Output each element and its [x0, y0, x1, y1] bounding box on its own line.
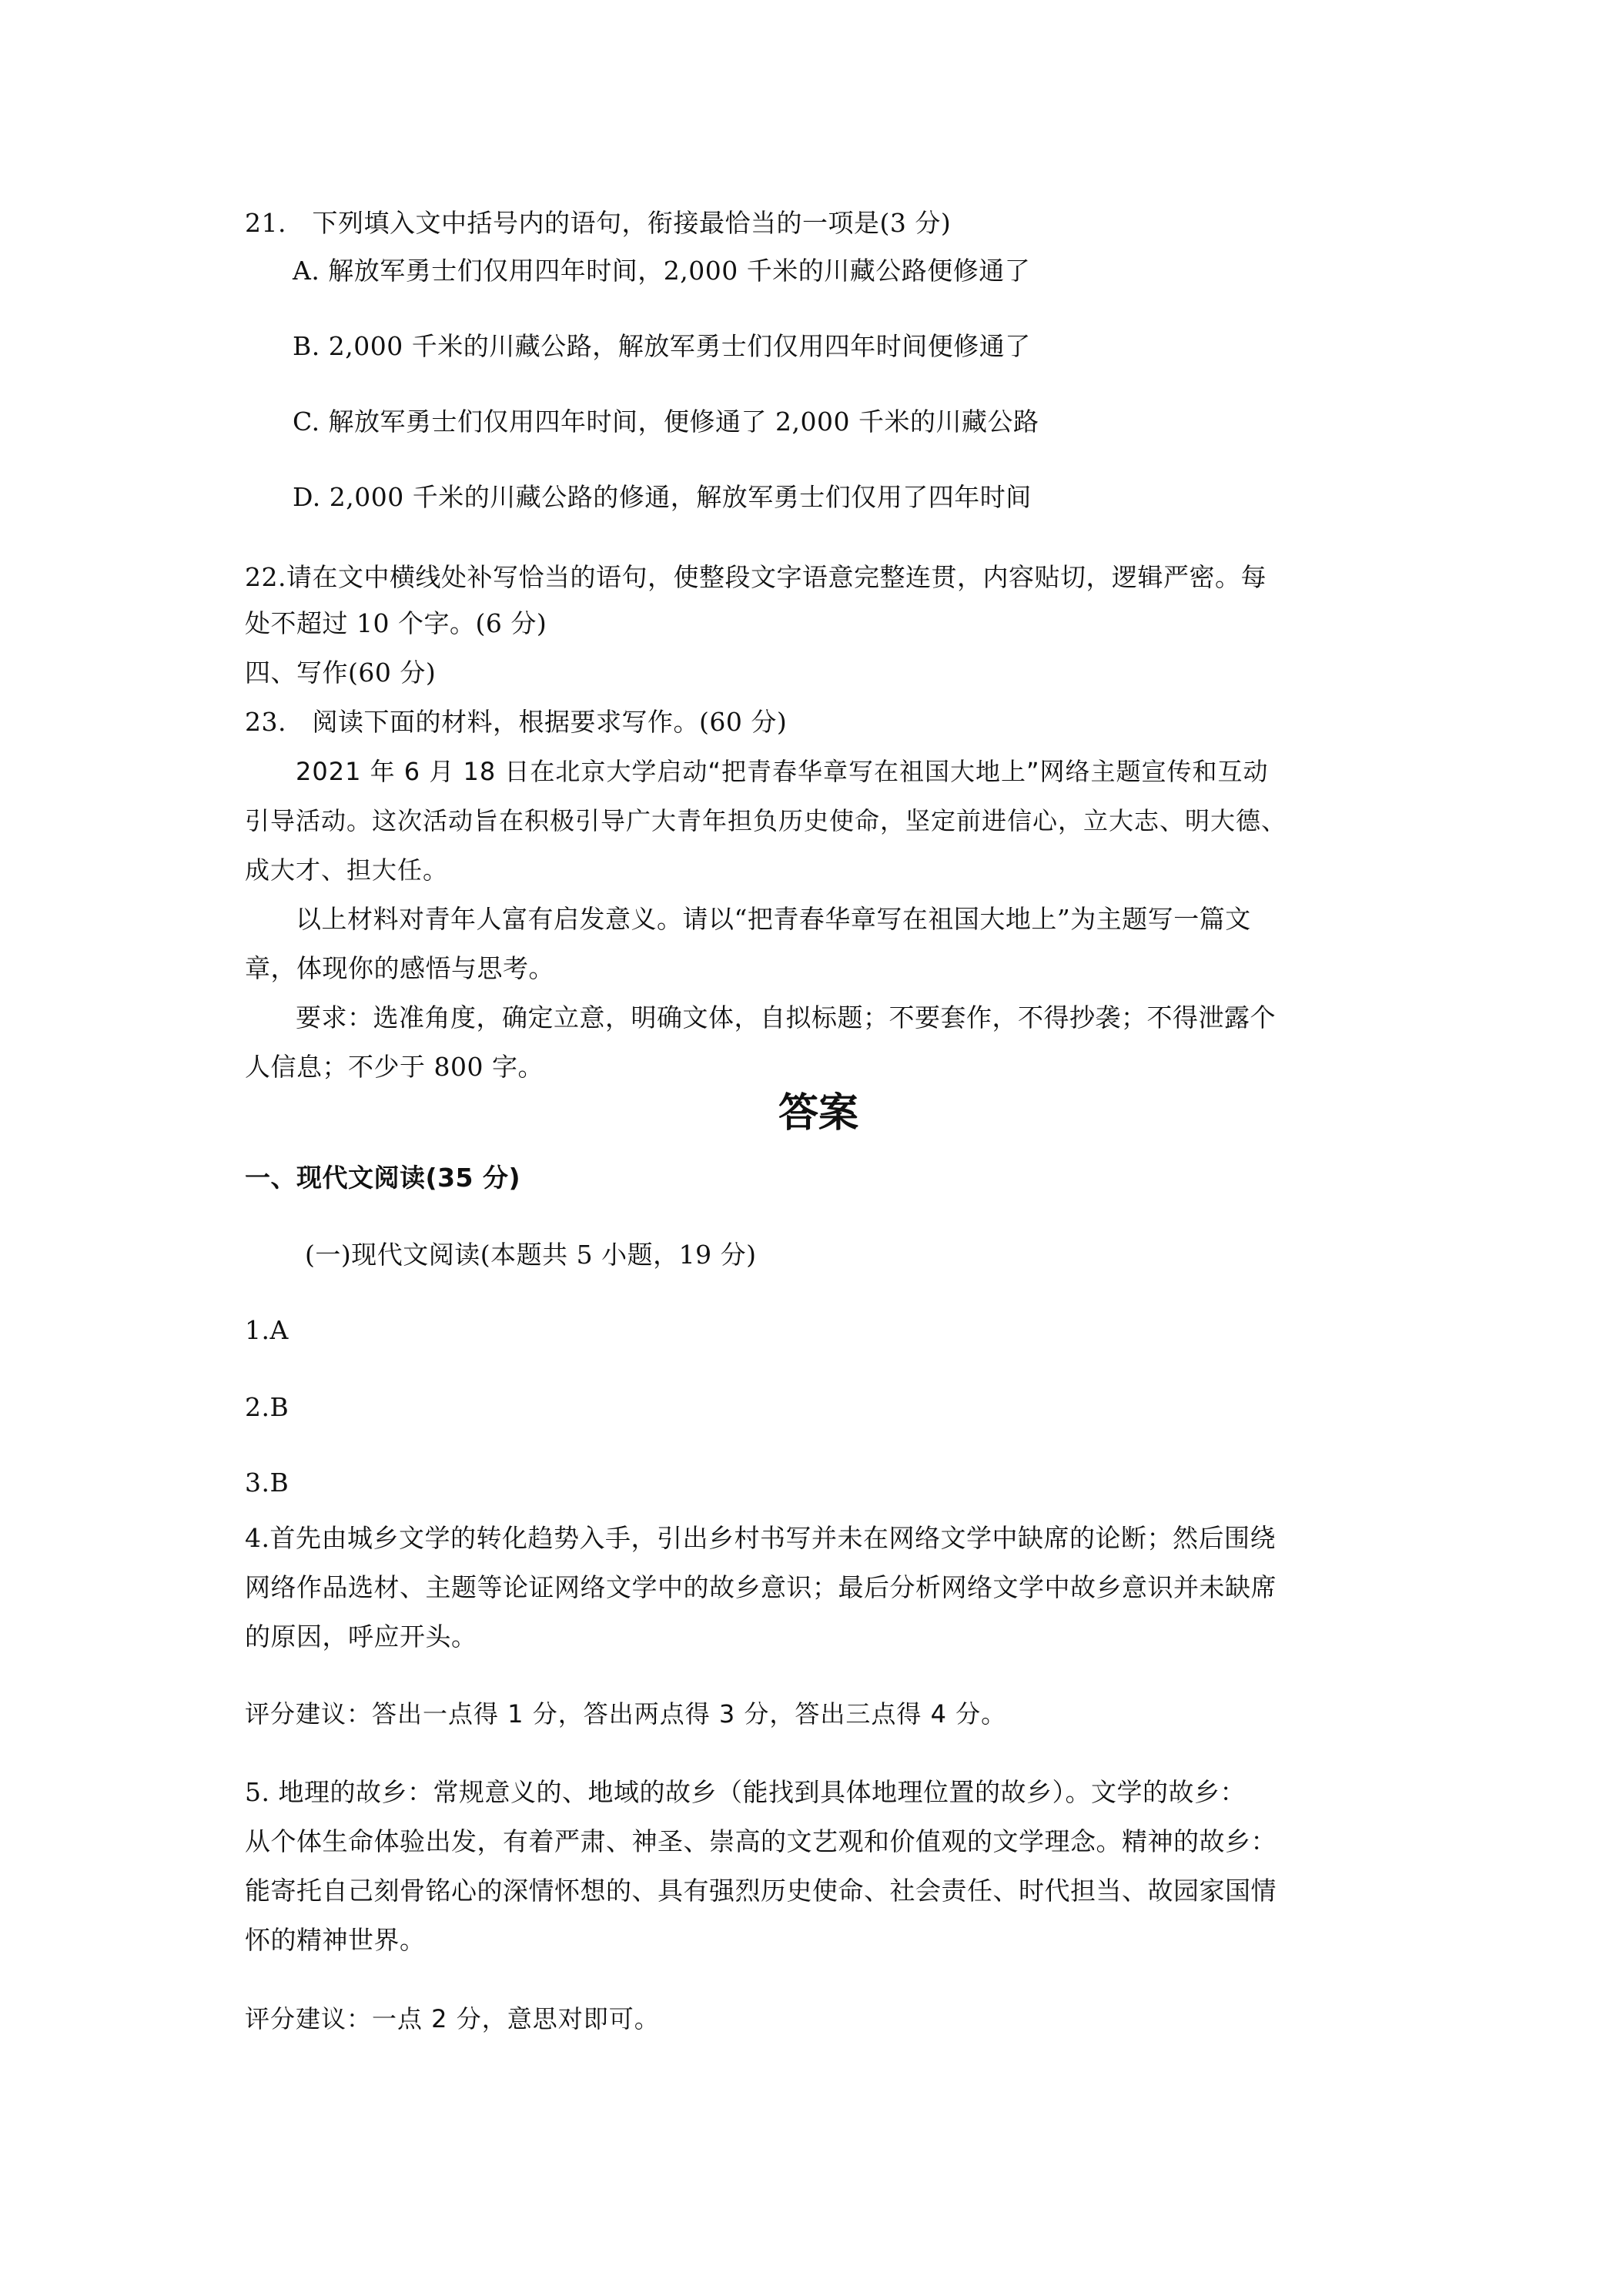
answer-4-line-3: 的原因，呼应开头。 — [245, 1622, 477, 1652]
answer-5-line-1: 5. 地理的故乡：常规意义的、地域的故乡（能找到具体地理位置的故乡）。文学的故乡： — [245, 1777, 1246, 1807]
q21-option-d: D. 2,000 千米的川藏公路的修通，解放军勇士们仅用了四年时间 — [293, 482, 1032, 512]
q23-stem: 23. 阅读下面的材料，根据要求写作。(60 分) — [245, 707, 788, 737]
answer-5-line-3: 能寄托自己刻骨铭心的深情怀想的、具有强烈历史使命、社会责任、时代担当、故园家国情 — [245, 1876, 1277, 1906]
document-page — [245, 0, 1392, 2296]
material-line-1: 2021 年 6 月 18 日在北京大学启动“把青春华章写在祖国大地上”网络主题宣传和互动 — [296, 757, 1269, 786]
q21-option-c: C. 解放军勇士们仅用四年时间，便修通了 2,000 千米的川藏公路 — [293, 407, 1039, 437]
q21-option-b: B. 2,000 千米的川藏公路，解放军勇士们仅用四年时间便修通了 — [293, 331, 1031, 361]
writing-section-heading: 四、写作(60 分) — [245, 658, 437, 688]
material-line-3: 成大才、担大任。 — [245, 855, 449, 885]
answer-5-scoring: 评分建议：一点 2 分，意思对即可。 — [245, 2004, 660, 2033]
answer-1: 1.A — [245, 1315, 289, 1345]
material-line-2: 引导活动。这次活动旨在积极引导广大青年担负历史使命，坚定前进信心，立大志、明大德、 — [245, 806, 1287, 835]
answer-5-line-2: 从个体生命体验出发，有着严肃、神圣、崇高的文艺观和价值观的文学理念。精神的故乡： — [245, 1826, 1277, 1856]
q22-line-1: 22.请在文中横线处补写恰当的语句，使整段文字语意完整连贯，内容贴切，逻辑严密。每 — [245, 562, 1267, 592]
answer-5-line-4: 怀的精神世界。 — [245, 1925, 426, 1955]
q22-line-2: 处不超过 10 个字。(6 分) — [245, 608, 547, 638]
answers-title: 答案 — [778, 1090, 858, 1136]
answer-4-line-2: 网络作品选材、主题等论证网络文学中的故乡意识；最后分析网络文学中故乡意识并未缺席 — [245, 1572, 1277, 1602]
answer-2: 2.B — [245, 1392, 289, 1422]
q21-option-a: A. 解放军勇士们仅用四年时间，2,000 千米的川藏公路便修通了 — [293, 256, 1031, 286]
answers-section-1: 一、现代文阅读(35 分) — [245, 1163, 521, 1193]
prompt-line-2: 章，体现你的感悟与思考。 — [245, 953, 554, 983]
answer-3: 3.B — [245, 1468, 289, 1498]
requirements-line-1: 要求：选准角度，确定立意，明确文体，自拟标题；不要套作，不得抄袭；不得泄露个 — [296, 1002, 1276, 1033]
prompt-line-1: 以上材料对青年人富有启发意义。请以“把青春华章写在祖国大地上”为主题写一篇文 — [296, 904, 1251, 934]
q21-stem: 21. 下列填入文中括号内的语句，衔接最恰当的一项是(3 分) — [245, 208, 952, 238]
answer-4-line-1: 4.首先由城乡文学的转化趋势入手，引出乡村书写并未在网络文学中缺席的论断；然后围绕 — [245, 1523, 1276, 1553]
answers-subsection-1: (一)现代文阅读(本题共 5 小题，19 分) — [305, 1240, 757, 1270]
answer-4-scoring: 评分建议：答出一点得 1 分，答出两点得 3 分，答出三点得 4 分。 — [245, 1699, 1007, 1729]
requirements-line-2: 人信息；不少于 800 字。 — [245, 1052, 544, 1082]
